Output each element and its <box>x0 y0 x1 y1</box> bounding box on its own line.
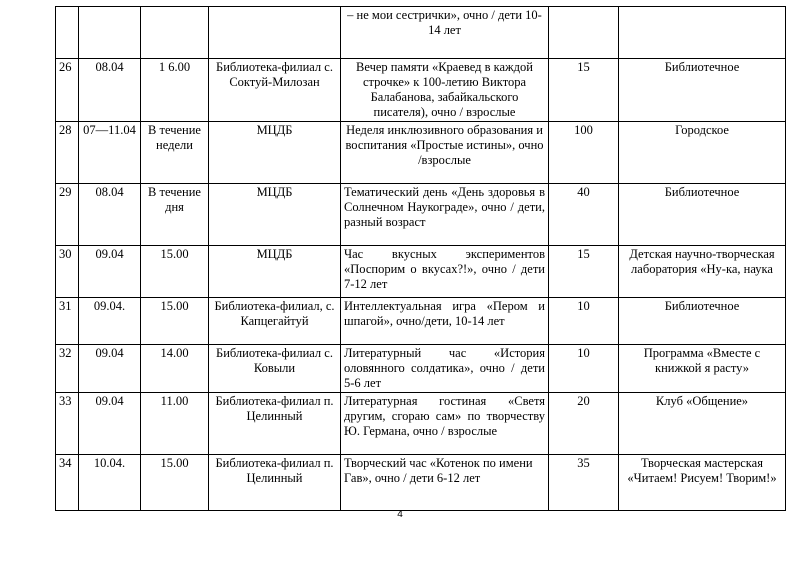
row-event: Литературный час «История оловянного солдатика», очно / дети 5-6 лет <box>341 345 549 393</box>
row-number: 30 <box>56 246 79 298</box>
row-time: 11.00 <box>141 393 209 455</box>
row-form: Детская научно-творческая лаборатория «Ну-ка, наука <box>619 246 786 298</box>
row-form <box>619 7 786 59</box>
row-date: 09.04 <box>79 345 141 393</box>
events-table <box>55 6 786 511</box>
row-time: 15.00 <box>141 455 209 511</box>
row-form: Библиотечное <box>619 184 786 246</box>
table-row <box>56 184 786 246</box>
table-row <box>56 345 786 393</box>
row-place: Библиотека-филиал с. Ковыли <box>209 345 341 393</box>
row-number <box>56 7 79 59</box>
row-date: 08.04 <box>79 59 141 122</box>
row-time: 1 6.00 <box>141 59 209 122</box>
row-place: Библиотека-филиал п. Целинный <box>209 393 341 455</box>
row-form: Творческая мастерская «Читаем! Рисуем! Творим!» <box>619 455 786 511</box>
row-date: 08.04 <box>79 184 141 246</box>
row-time: В течение недели <box>141 122 209 184</box>
row-event: – не мои сестрички», очно / дети 10-14 лет <box>341 7 549 59</box>
row-form: Клуб «Общение» <box>619 393 786 455</box>
row-count: 20 <box>549 393 619 455</box>
row-time: 14.00 <box>141 345 209 393</box>
table-row <box>56 246 786 298</box>
table-row <box>56 59 786 122</box>
row-place <box>209 7 341 59</box>
row-date: 09.04 <box>79 246 141 298</box>
row-event: Неделя инклюзивного образования и воспитания «Простые истины», очно /взрослые <box>341 122 549 184</box>
row-number: 29 <box>56 184 79 246</box>
row-time <box>141 7 209 59</box>
table-row <box>56 7 786 59</box>
row-place: МЦДБ <box>209 246 341 298</box>
table-row <box>56 122 786 184</box>
row-count: 100 <box>549 122 619 184</box>
row-count: 10 <box>549 298 619 345</box>
row-number: 33 <box>56 393 79 455</box>
row-place: МЦДБ <box>209 184 341 246</box>
row-form: Программа «Вместе с книжкой я расту» <box>619 345 786 393</box>
row-event: Творческий час «Котенок по имени Гав», очно / дети 6-12 лет <box>341 455 549 511</box>
row-count: 10 <box>549 345 619 393</box>
row-event: Интеллектуальная игра «Пером и шпагой», очно/дети, 10-14 лет <box>341 298 549 345</box>
row-event: Литературная гостиная «Светя другим, сгораю сам» по творчеству Ю. Германа, очно / взрослые <box>341 393 549 455</box>
row-form: Библиотечное <box>619 59 786 122</box>
table-row <box>56 298 786 345</box>
row-event: Тематический день «День здоровья в Солнечном Наукограде», очно / дети, разный возраст <box>341 184 549 246</box>
row-number: 32 <box>56 345 79 393</box>
row-count: 15 <box>549 59 619 122</box>
row-form: Библиотечное <box>619 298 786 345</box>
row-event: Час вкусных экспериментов «Поспорим о вкусах?!», очно / дети 7-12 лет <box>341 246 549 298</box>
row-count: 15 <box>549 246 619 298</box>
row-date <box>79 7 141 59</box>
row-number: 31 <box>56 298 79 345</box>
table-row <box>56 393 786 455</box>
row-form: Городское <box>619 122 786 184</box>
row-count: 35 <box>549 455 619 511</box>
row-number: 34 <box>56 455 79 511</box>
row-date: 09.04 <box>79 393 141 455</box>
row-place: Библиотека-филиал, с. Капцегайтуй <box>209 298 341 345</box>
row-date: 10.04. <box>79 455 141 511</box>
row-count <box>549 7 619 59</box>
row-date: 07—11.04 <box>79 122 141 184</box>
row-place: Библиотека-филиал п. Целинный <box>209 455 341 511</box>
page-number: 4 <box>397 509 403 520</box>
row-place: Библиотека-филиал с. Соктуй-Милозан <box>209 59 341 122</box>
row-date: 09.04. <box>79 298 141 345</box>
row-number: 26 <box>56 59 79 122</box>
row-time: 15.00 <box>141 246 209 298</box>
row-place: МЦДБ <box>209 122 341 184</box>
table-row <box>56 455 786 511</box>
row-event: Вечер памяти «Краевед в каждой строчке» к 100-летию Виктора Балабанова, забайкальского писателя), очно / взрослые <box>341 59 549 122</box>
row-time: 15.00 <box>141 298 209 345</box>
row-count: 40 <box>549 184 619 246</box>
row-number: 28 <box>56 122 79 184</box>
row-time: В течение дня <box>141 184 209 246</box>
